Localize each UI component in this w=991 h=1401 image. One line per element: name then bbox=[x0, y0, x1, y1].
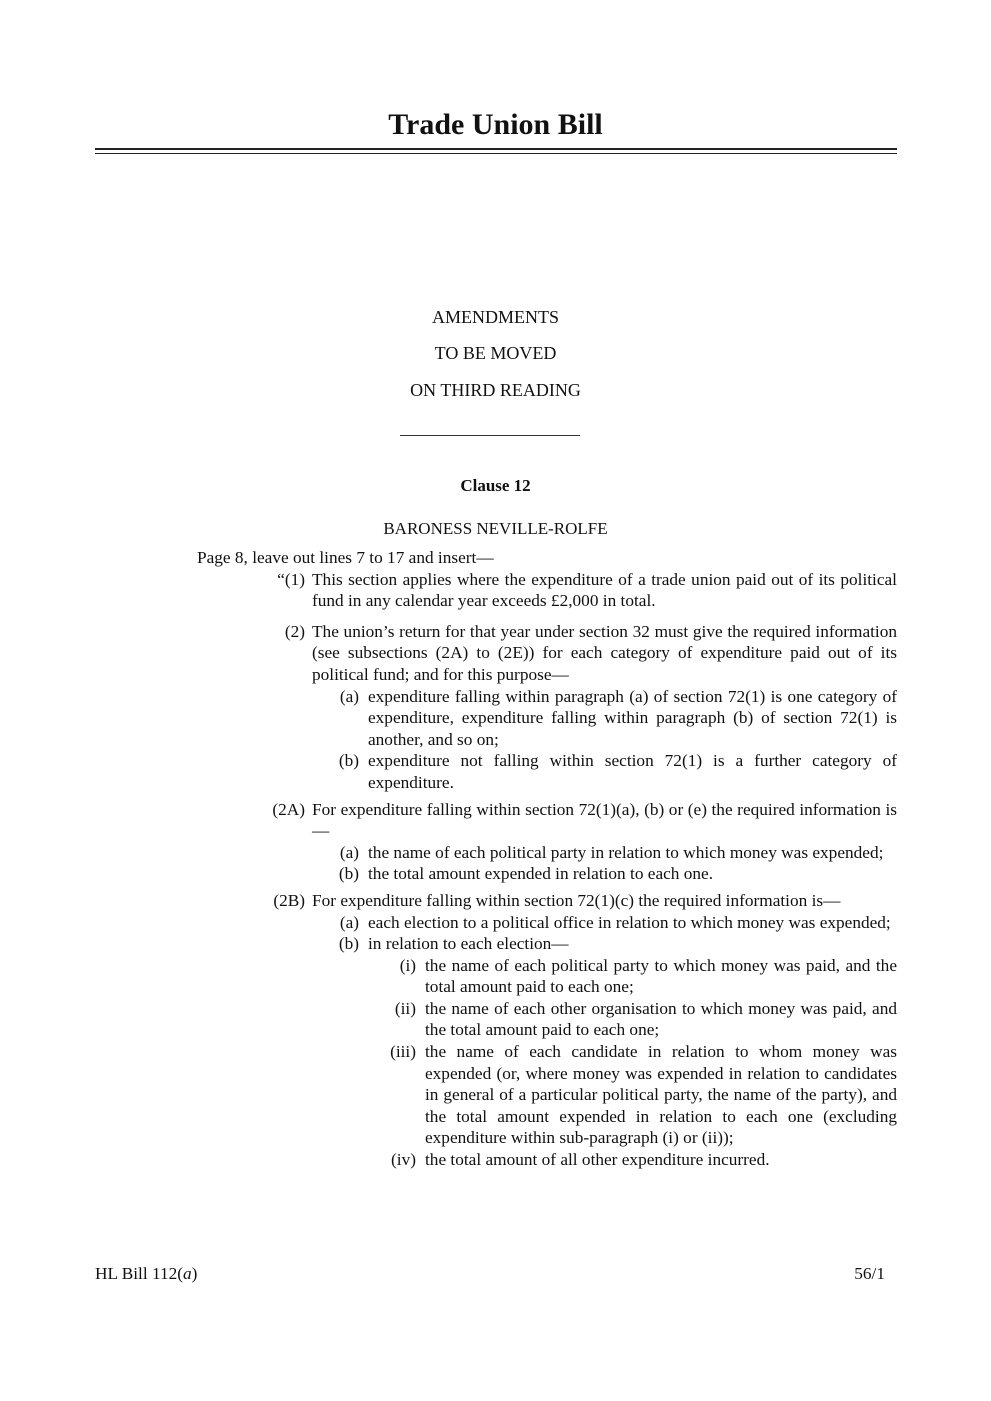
subparagraph-number: (i) bbox=[399, 955, 416, 975]
subsection-2a bbox=[272, 799, 897, 885]
bill-number-prefix: HL Bill 112( bbox=[95, 1264, 184, 1283]
subparagraph-number: (ii) bbox=[394, 998, 416, 1018]
subsection-number: (2) bbox=[284, 621, 305, 641]
subsection-number: “(1) bbox=[277, 569, 305, 589]
subsection-2b bbox=[273, 890, 897, 1171]
subparagraph-number: (iii) bbox=[390, 1042, 416, 1062]
paragraph-text: the total amount expended in relation to each one. bbox=[368, 864, 714, 884]
heading-line: AMENDMENTS bbox=[431, 307, 559, 327]
subparagraph-text: the name of each other organisation to which money was paid, and the total amount paid to each one; bbox=[425, 998, 897, 1040]
clause-heading: Clause 12 bbox=[460, 476, 531, 495]
subsection-text: This section applies where the expenditure of a trade union paid out of its political fund in any calendar year exceeds £2,000 in total. bbox=[312, 569, 897, 611]
subsection-text: For expenditure falling within section 72(1)(a), (b) or (e) the required information is— bbox=[312, 799, 897, 841]
paragraph-a bbox=[339, 842, 897, 864]
bill-number-suffix: a bbox=[183, 1264, 192, 1283]
paragraph-number: (b) bbox=[338, 751, 359, 771]
subparagraph-iii bbox=[390, 1041, 897, 1149]
paragraph-b bbox=[338, 933, 897, 1171]
amendment-body bbox=[197, 547, 897, 1171]
subsection-1 bbox=[277, 569, 897, 612]
paragraph-number: (b) bbox=[338, 864, 359, 884]
bill-number bbox=[95, 1264, 197, 1284]
subparagraph-text: the total amount of all other expenditure incurred. bbox=[425, 1150, 770, 1170]
paragraph-text: expenditure not falling within section 72(1) is a further category of expenditure. bbox=[368, 751, 897, 792]
paragraph-number: (a) bbox=[339, 912, 359, 932]
subparagraph-number: (iv) bbox=[391, 1150, 416, 1170]
title-double-rule bbox=[95, 148, 897, 154]
subsection-2 bbox=[284, 621, 897, 794]
amendment-instruction: Page 8, leave out lines 7 to 17 and insert— bbox=[197, 548, 494, 567]
paragraph-number: (b) bbox=[338, 934, 359, 954]
separator-rule bbox=[400, 435, 580, 436]
subparagraph-ii bbox=[394, 998, 897, 1041]
paragraph-text: in relation to each election— bbox=[368, 934, 569, 954]
paragraph-text: each election to a political office in relation to which money was expended; bbox=[368, 912, 891, 932]
heading-line: TO BE MOVED bbox=[434, 343, 557, 363]
bill-number-close: ) bbox=[191, 1264, 198, 1283]
paragraph-a bbox=[339, 912, 897, 934]
subsection-number: (2B) bbox=[273, 890, 305, 910]
subparagraph-iv bbox=[391, 1149, 897, 1171]
subparagraph-text: the name of each political party to which money was paid, and the total amount paid to each one; bbox=[425, 955, 897, 997]
page-reference: 56/1 bbox=[854, 1264, 885, 1283]
document-title: Trade Union Bill bbox=[388, 108, 603, 141]
paragraph-b bbox=[338, 750, 897, 793]
paragraph-text: expenditure falling within paragraph (a) of section 72(1) is one category of expenditure, expenditure falling within paragraph (b) of section 72(1) is another, and so on; bbox=[368, 686, 897, 749]
subparagraph-i bbox=[399, 955, 897, 998]
subparagraph-text: the name of each candidate in relation to whom money was expended (or, where money was expended in relation to candidates in general of a particular political party, the name of the party), and the total amount expended in relation to each one (excluding expenditure within sub-paragraph (i) or (ii)); bbox=[425, 1042, 897, 1148]
subsection-text: The union’s return for that year under section 32 must give the required information (see subsections (2A) to (2E)) for each category of expenditure paid out of its political fund; and for this purpose— bbox=[312, 621, 897, 684]
paragraph-text: the name of each political party in relation to which money was expended; bbox=[368, 842, 884, 862]
paragraph-a bbox=[339, 686, 897, 751]
paragraph-number: (a) bbox=[339, 842, 359, 862]
paragraph-b bbox=[338, 863, 897, 885]
subsection-text: For expenditure falling within section 72(1)(c) the required information is— bbox=[312, 890, 841, 910]
member-name: BARONESS NEVILLE-ROLFE bbox=[383, 519, 608, 538]
subsection-number: (2A) bbox=[272, 799, 305, 819]
paragraph-number: (a) bbox=[339, 686, 359, 706]
heading-line: ON THIRD READING bbox=[410, 380, 581, 400]
